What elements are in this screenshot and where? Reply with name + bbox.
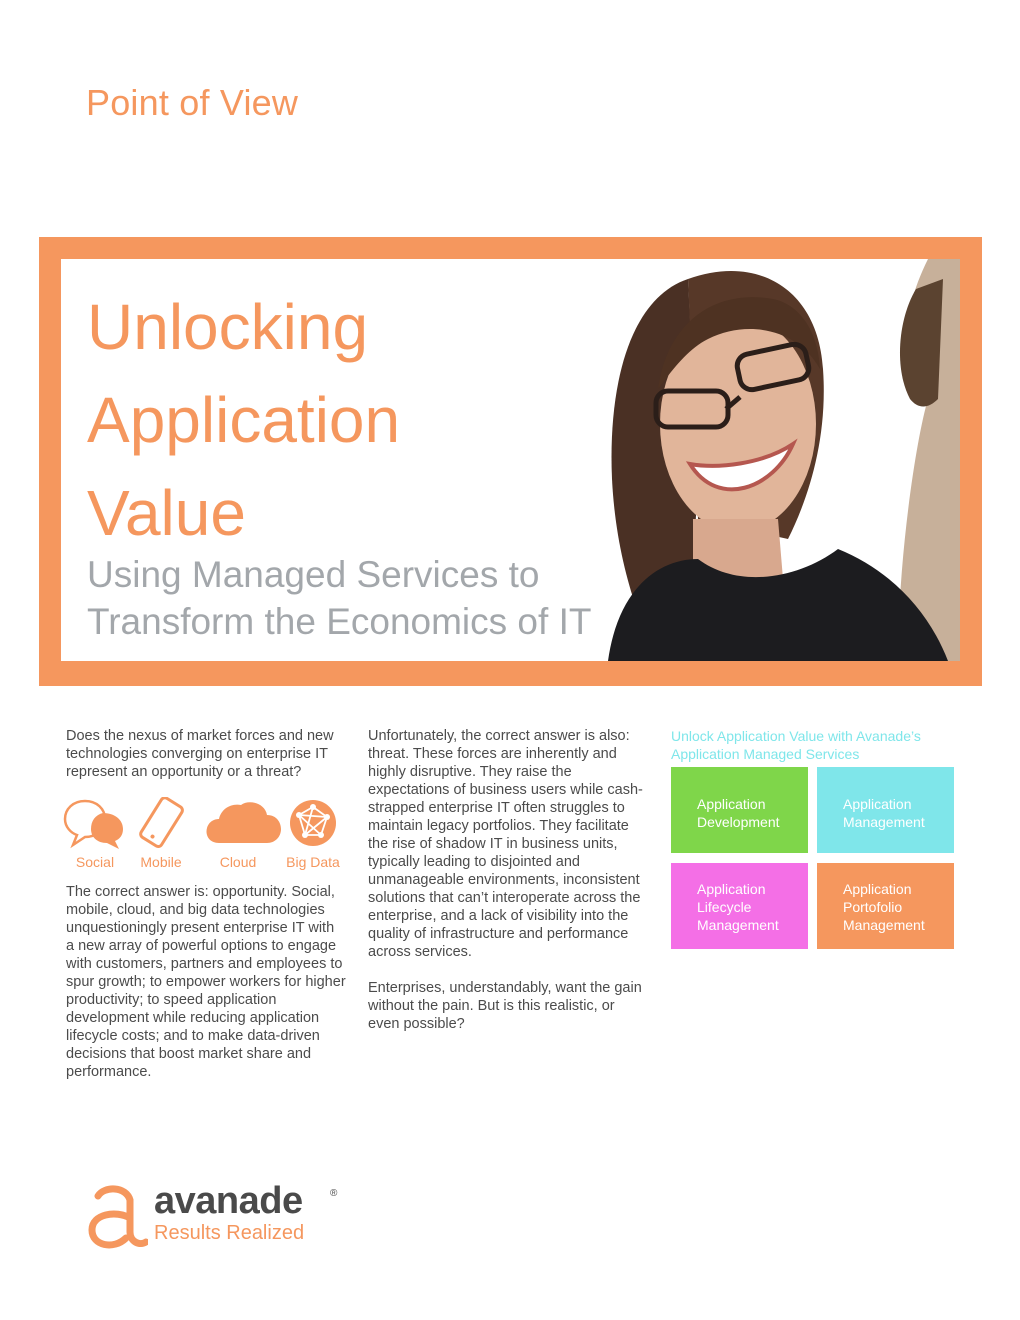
mobile-item xyxy=(126,797,196,871)
gain-without-pain-paragraph: Enterprises, understandably, want the gain without the pain. But is this realistic, or even possible? xyxy=(368,980,642,1032)
hero-photo-smiling-woman xyxy=(598,259,960,661)
speech-bubbles-icon xyxy=(63,797,127,849)
brand-tagline: Results Realized xyxy=(154,1222,305,1244)
document-subtitle xyxy=(87,551,627,645)
avanade-logo xyxy=(86,1180,346,1256)
title-line-2: Application xyxy=(87,384,401,456)
subtitle-line-2: Transform the Economics of IT xyxy=(87,601,592,642)
subtitle-line-1: Using Managed Services to xyxy=(87,554,540,595)
tile-application-management xyxy=(817,767,954,853)
avanade-mark-icon xyxy=(86,1184,148,1254)
tile-application-lifecycle-management xyxy=(671,863,808,949)
intro-paragraph: Does the nexus of market forces and new technologies converging on enterprise IT represent an opportunity or a threat? xyxy=(66,728,334,780)
title-line-3: Value xyxy=(87,477,246,549)
mobile-phone-icon xyxy=(133,797,189,849)
hero-content xyxy=(61,259,960,661)
body-column-2 xyxy=(368,727,650,1033)
mobile-label: Mobile xyxy=(140,854,182,870)
opportunity-paragraph: The correct answer is: opportunity. Social, mobile, cloud, and big data technologies unquestioningly present enterprise IT with a new array of powerful options to engage with customers, partners and employees to spur growth; to empower workers for higher productivity; to speed application development while reducing application lifecycle costs; and to make data-driven decisions that boost market share and performance. xyxy=(66,884,346,1080)
hero-banner xyxy=(39,237,982,686)
cloud-label: Cloud xyxy=(219,854,257,870)
tile-line: Application xyxy=(697,796,766,812)
big-data-item xyxy=(278,797,348,871)
tile-line: Lifecycle xyxy=(697,899,752,915)
tile-line: Management xyxy=(697,917,779,933)
tile-line: Application xyxy=(843,881,912,897)
tile-line: Portofolio xyxy=(843,899,903,915)
tile-line: Management xyxy=(843,917,925,933)
body-column-1 xyxy=(66,727,346,1081)
document-title xyxy=(87,281,607,560)
cloud-item xyxy=(203,797,273,871)
big-data-label: Big Data xyxy=(286,854,340,870)
title-line-1: Unlocking xyxy=(87,291,369,363)
document-type-label: Point of View xyxy=(86,82,299,123)
sidebar-heading: Unlock Application Value with Avanade’s Application Managed Services xyxy=(671,728,921,762)
tile-line: Development xyxy=(697,814,780,830)
tile-application-portfolio-management xyxy=(817,863,954,949)
threat-paragraph: Unfortunately, the correct answer is also: threat. These forces are inherently and highly disruptive. They raise the expectations of business users while cash-strapped enterprise IT often struggles to maintain legacy portfolios. They facilitate the rise of shadow IT in business units, typically leading to disjointed and unmanageable environments, inconsistent solutions that can’t interoperate across the enterprise, and a lack of visibility into the quality of infrastructure and performance across services. xyxy=(368,728,643,960)
social-label: Social xyxy=(75,854,115,870)
cloud-icon xyxy=(203,797,283,849)
network-globe-icon xyxy=(287,797,339,849)
tile-line: Application xyxy=(697,881,766,897)
brand-name: avanade xyxy=(154,1180,303,1222)
technology-icons xyxy=(66,797,346,877)
tile-line: Application xyxy=(843,796,912,812)
social-item xyxy=(60,797,130,871)
registered-mark: ® xyxy=(330,1188,338,1199)
tile-application-development xyxy=(671,767,808,853)
tile-line: Management xyxy=(843,814,925,830)
